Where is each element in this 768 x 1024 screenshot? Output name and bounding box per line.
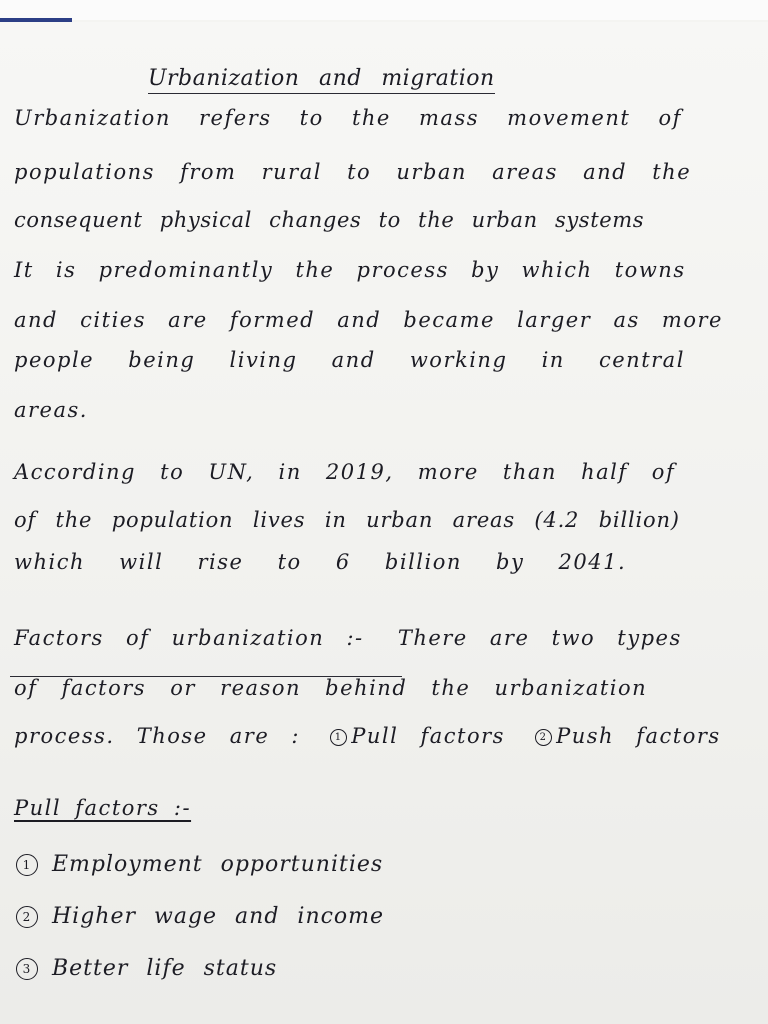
pull-factor-item (16, 854, 383, 876)
factors-line-3-lead: process. Those are : (14, 724, 301, 748)
factors-line-1 (14, 628, 760, 649)
page-top-edge (0, 0, 768, 20)
number-3-icon: 3 (16, 958, 38, 980)
intro-line-6: people being living and working in central (14, 348, 685, 372)
number-1-icon: 1 (330, 729, 347, 746)
page-title: Urbanization and migration (148, 66, 495, 94)
pull-factor-item (16, 906, 384, 928)
pull-factor-item (16, 958, 277, 980)
factor-type-pull-label: Pull factors (351, 724, 505, 748)
un-line-1: According to UN, in 2019, more than half of (14, 460, 676, 484)
intro-line-3: consequent physical changes to the urban systems (14, 208, 645, 232)
factor-type-push-label: Push factors (556, 724, 721, 748)
number-1-icon: 1 (16, 854, 38, 876)
factor-type-pull (330, 724, 505, 748)
pull-factor-text: Better life status (52, 956, 278, 981)
factors-heading: Factors of urbanization :- (14, 626, 364, 650)
pull-factor-text: Higher wage and income (52, 904, 385, 929)
factor-type-push (535, 724, 721, 748)
number-2-icon: 2 (535, 729, 552, 746)
factors-line-3 (14, 726, 760, 747)
pull-factors-heading: Pull factors :- (14, 796, 192, 820)
number-2-icon: 2 (16, 906, 38, 928)
notebook-page (0, 22, 768, 1024)
un-line-3: which will rise to 6 billion by 2041. (14, 550, 627, 574)
intro-line-7: areas. (14, 398, 88, 422)
un-line-2: of the population lives in urban areas (4.2 billion) (14, 508, 680, 532)
intro-line-5: and cities are formed and became larger as more (14, 308, 723, 332)
pull-factor-text: Employment opportunities (52, 852, 384, 877)
factors-line-2: of factors or reason behind the urbanization (14, 676, 648, 700)
factors-intro-text: There are two types (397, 626, 682, 650)
intro-line-1: Urbanization refers to the mass movement of (14, 106, 682, 130)
intro-line-4: It is predominantly the process by which towns (14, 258, 686, 282)
intro-line-2: populations from rural to urban areas and the (14, 160, 692, 184)
